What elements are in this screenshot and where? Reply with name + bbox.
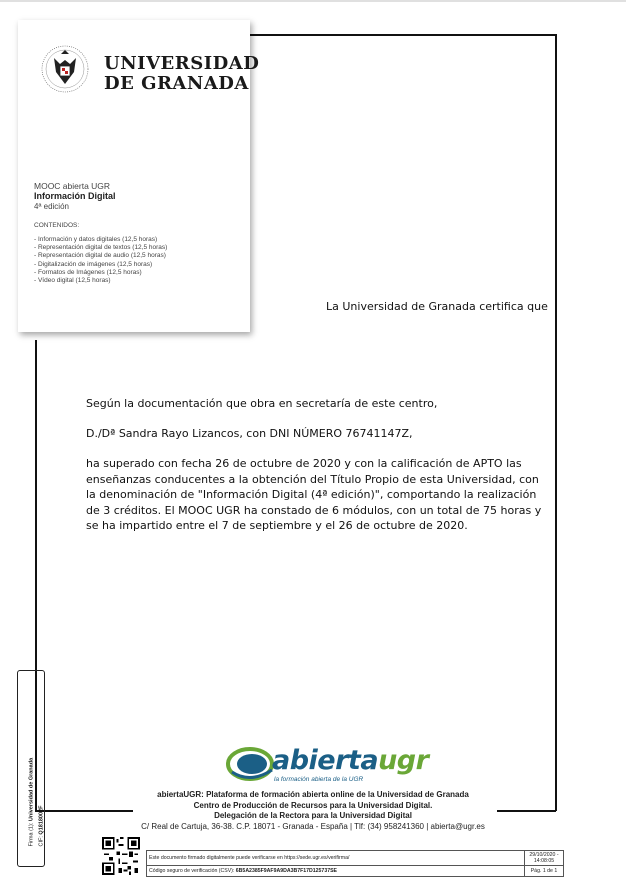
footer-line2: Centro de Producción de Recursos para la Universidad Digital. [193, 800, 433, 810]
course-block [34, 181, 167, 285]
list-item: - Representación digital de audio (12,5 horas) [34, 252, 166, 260]
verification-table [146, 850, 564, 877]
course-contents [34, 222, 167, 285]
cif-label: CIF: [38, 834, 45, 847]
contents-list [34, 236, 167, 285]
course-subtitle: MOOC abierta UGR [34, 181, 111, 191]
csv-value: 6B5A2385F9AF9A9DA3B7F17D125737SE [235, 868, 338, 874]
signature-label: Firma (1): [28, 821, 35, 847]
abiertaugr-logo [226, 744, 429, 786]
qr-code-icon [102, 837, 140, 875]
paragraph-documentation: Según la documentación que obra en secretaría de este centro, [86, 397, 438, 410]
certifies-statement: La Universidad de Granada certifica que [326, 300, 548, 313]
signature-stamp [17, 670, 45, 867]
course-edition: 4ª edición [34, 202, 69, 211]
logo-tagline: la formación abierta de la UGR [274, 776, 364, 783]
frame-line-top [249, 34, 556, 36]
page-top-edge [0, 0, 626, 2]
list-item: - Vídeo digital (12,5 horas) [34, 277, 111, 285]
university-name [104, 54, 259, 94]
university-name-line1: UNIVERSIDAD [104, 53, 260, 74]
footer-address [120, 790, 506, 832]
list-item: - Representación digital de textos (12,5 horas) [34, 244, 168, 252]
csv-label: Código seguro de verificación (CSV): [149, 868, 236, 874]
cif-value: Q1818002F [38, 805, 45, 835]
verification-date: 29/10/2020 - 14:08:05 [525, 851, 564, 866]
university-seal-icon [40, 42, 90, 100]
list-item: - Información y datos digitales (12,5 horas) [34, 236, 158, 243]
page-number: Pág. 1 de 1 [525, 866, 564, 877]
frame-line-bottom-left [35, 810, 133, 812]
contents-heading: CONTENIDOS: [34, 222, 80, 229]
cif-line [39, 667, 46, 847]
logo-word-abierta: abierta [272, 745, 379, 776]
table-row [147, 851, 564, 866]
signature-line [29, 667, 36, 847]
paragraph-achievement: ha superado con fecha 26 de octubre de 2020 y con la calificación de APTO las enseñanzas conducentes a la obtención del Título Propio de esta Universidad, con la denominación de "Información Digital (4ª edición)", comportando la realización de 3 créditos. El MOOC UGR ha constado de 6 módulos, con un total de 75 horas y se ha impartido entre el 7 de septiembre y el 26 de octubre de 2020. [86, 457, 542, 532]
logo-wordmark [272, 745, 428, 776]
course-title: Información Digital [34, 191, 116, 201]
paragraph-recipient: D./Dª Sandra Rayo Lizancos, con DNI NÚMERO 76741147Z, [86, 427, 413, 440]
list-item: - Digitalización de imágenes (12,5 horas) [34, 260, 153, 268]
table-row [147, 866, 564, 877]
frame-line-right [555, 34, 557, 811]
university-name-line2: DE GRANADA [104, 73, 249, 94]
csv-cell [147, 866, 525, 877]
course-info-card [18, 20, 260, 332]
verification-notice: Este documento firmado digitalmente puede verificarse en https://sede.ugr.es/verifirma/ [147, 851, 525, 866]
footer-line4: C/ Real de Cartuja, 36-38. C.P. 18071 - Granada - España | Tlf: (34) 958241360 | abierta@ugr.es [141, 821, 485, 831]
signature-value: Universidad de Granada [28, 757, 35, 822]
list-item: - Formatos de Imágenes (12,5 horas) [34, 268, 142, 276]
footer-line3: Delegación de la Rectora para la Universidad Digital [214, 811, 412, 820]
footer-line1: abiertaUGR: Plataforma de formación abierta online de la Universidad de Granada [157, 790, 469, 799]
logo-word-ugr: ugr [378, 745, 429, 776]
